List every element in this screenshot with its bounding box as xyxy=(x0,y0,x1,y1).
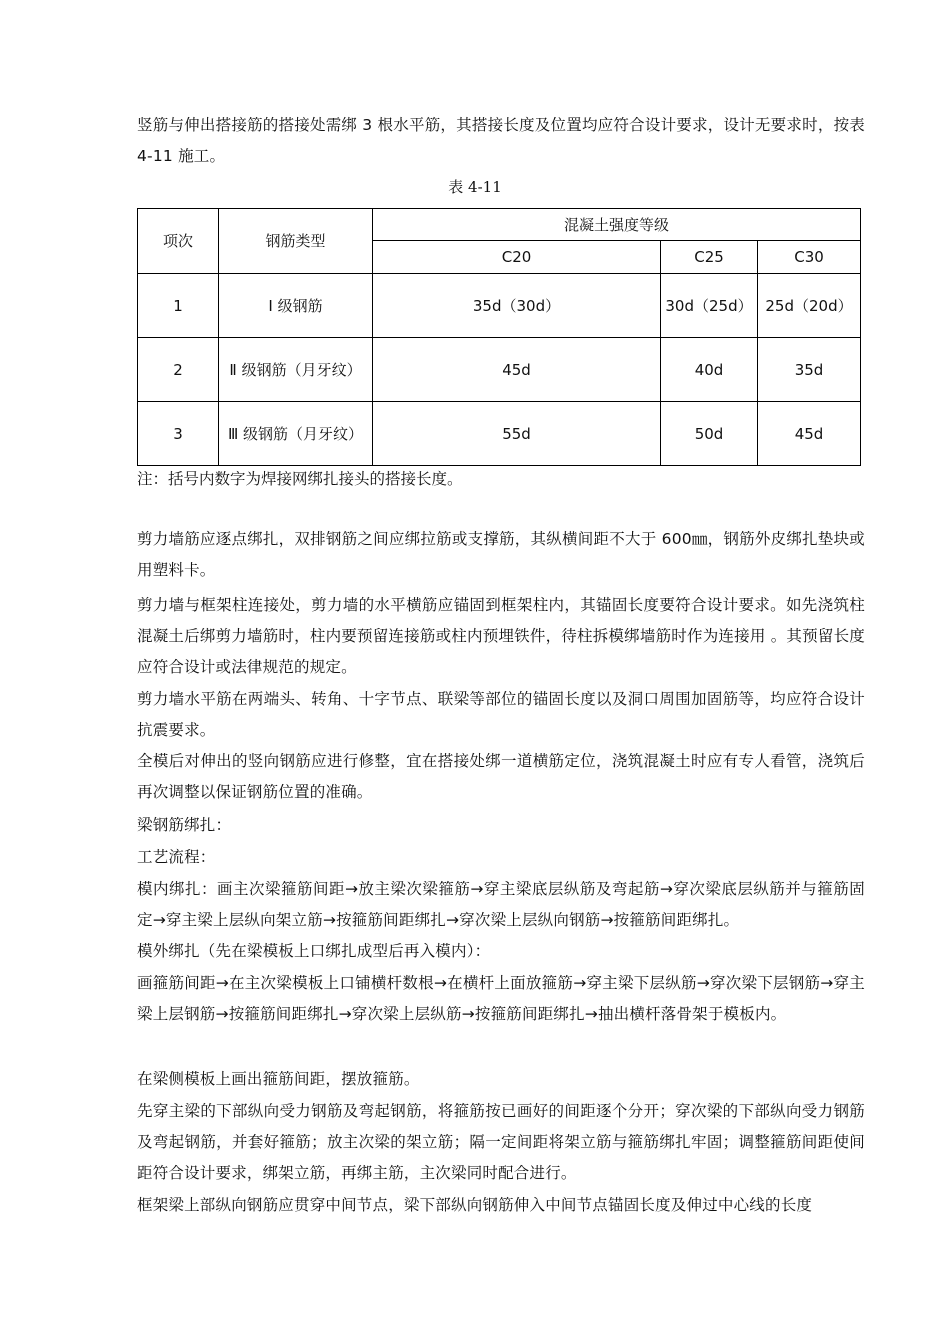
paragraph: 先穿主梁的下部纵向受力钢筋及弯起钢筋，将箍筋按已画好的间距逐个分开；穿次梁的下部纵向受力钢筋及弯起钢筋，并套好箍筋；放主次梁的架立筋；隔一定间距将架立筋与箍筋绑扎牢固；调整箍筋间距使间距符合设计要求，绑架立筋，再绑主筋，主次梁同时配合进行。 xyxy=(137,1102,865,1182)
row-c25: 50d xyxy=(661,402,758,466)
row-c25: 30d（25d） xyxy=(661,274,758,338)
header-rebar-type: 钢筋类型 xyxy=(219,209,373,274)
row-c20: 35d（30d） xyxy=(373,274,661,338)
table-caption: 表 4-11 xyxy=(448,178,502,196)
row-type: Ⅱ 级钢筋（月牙纹） xyxy=(219,338,373,402)
intro-paragraph: 竖筋与伸出搭接筋的搭接处需绑 3 根水平筋，其搭接长度及位置均应符合设计要求，设计无要求时，按表 4-11 施工。 xyxy=(137,116,865,165)
paragraph: 框架梁上部纵向钢筋应贯穿中间节点，梁下部纵向钢筋伸入中间节点锚固长度及伸过中心线的长度 xyxy=(137,1196,813,1214)
table-row xyxy=(138,274,861,338)
table-note: 注：括号内数字为焊接网绑扎接头的搭接长度。 xyxy=(137,470,463,488)
table-header-row xyxy=(138,209,861,241)
section-heading: 梁钢筋绑扎： xyxy=(137,816,232,834)
table-row xyxy=(138,338,861,402)
row-c20: 55d xyxy=(373,402,661,466)
header-concrete-grade: 混凝土强度等级 xyxy=(373,209,861,241)
row-type: Ⅲ 级钢筋（月牙纹） xyxy=(219,402,373,466)
paragraph: 全模后对伸出的竖向钢筋应进行修整，宜在搭接处绑一道横筋定位，浇筑混凝土时应有专人看管，浇筑后再次调整以保证钢筋位置的准确。 xyxy=(137,752,865,801)
row-type: Ⅰ 级钢筋 xyxy=(219,274,373,338)
row-c25: 40d xyxy=(661,338,758,402)
paragraph: 画箍筋间距→在主次梁模板上口铺横杆数根→在横杆上面放箍筋→穿主梁下层纵筋→穿次梁下层钢筋→穿主梁上层钢筋→按箍筋间距绑扎→穿次梁上层纵筋→按箍筋间距绑扎→抽出横杆落骨架于模板内。 xyxy=(137,974,865,1023)
paragraph: 剪力墙筋应逐点绑扎，双排钢筋之间应绑拉筋或支撑筋，其纵横间距不大于 600㎜，钢筋外皮绑扎垫块或用塑料卡。 xyxy=(137,530,865,579)
header-c20: C20 xyxy=(373,241,661,274)
lap-length-table xyxy=(137,208,861,466)
paragraph: 剪力墙与框架柱连接处，剪力墙的水平横筋应锚固到框架柱内，其锚固长度要符合设计要求。如先浇筑柱混凝土后绑剪力墙筋时，柱内要预留连接筋或柱内预埋铁件，待柱拆模绑墙筋时作为连接用 。其预留长度应符合设计或法律规范的规定。 xyxy=(137,596,865,676)
paragraph: 在梁侧模板上画出箍筋间距，摆放箍筋。 xyxy=(137,1070,420,1088)
section-heading: 工艺流程： xyxy=(137,848,216,866)
table-row xyxy=(138,402,861,466)
header-c30: C30 xyxy=(758,241,861,274)
row-no: 1 xyxy=(138,274,219,338)
header-c25: C25 xyxy=(661,241,758,274)
paragraph: 模内绑扎：画主次梁箍筋间距→放主梁次梁箍筋→穿主梁底层纵筋及弯起筋→穿次梁底层纵筋并与箍筋固定→穿主梁上层纵向架立筋→按箍筋间距绑扎→穿次梁上层纵向钢筋→按箍筋间距绑扎。 xyxy=(137,880,865,929)
row-c30: 25d（20d） xyxy=(758,274,861,338)
row-c30: 45d xyxy=(758,402,861,466)
row-no: 3 xyxy=(138,402,219,466)
row-no: 2 xyxy=(138,338,219,402)
row-c30: 35d xyxy=(758,338,861,402)
header-item-no: 项次 xyxy=(138,209,219,274)
paragraph: 模外绑扎（先在梁模板上口绑扎成型后再入模内）： xyxy=(137,942,491,960)
row-c20: 45d xyxy=(373,338,661,402)
paragraph: 剪力墙水平筋在两端头、转角、十字节点、联梁等部位的锚固长度以及洞口周围加固筋等，均应符合设计抗震要求。 xyxy=(137,690,865,739)
